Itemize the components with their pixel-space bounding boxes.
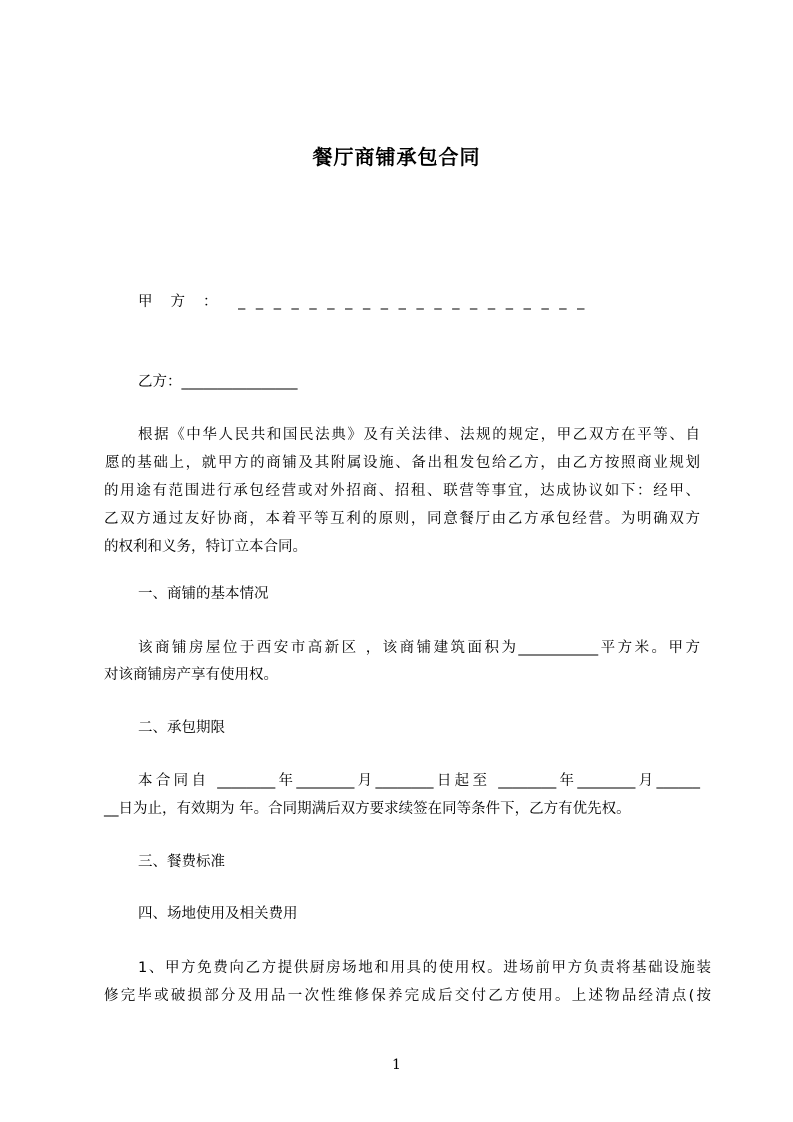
section-2-heading: 二、承包期限 — [138, 720, 225, 736]
section-1-line-1: 该商铺房屋位于西安市高新区 ，该商铺建筑面积为___________平方米。甲方 — [138, 640, 700, 656]
section-4-line-2: 修完毕或破损部分及用品一次性维修保养完成后交付乙方使用。上述物品经清点(按 — [104, 988, 711, 1004]
section-3-heading: 三、餐费标准 — [138, 854, 225, 870]
intro-line-1: 根据《中华人民共和国民法典》及有关法律、法规的规定，甲乙双方在平等、自 — [138, 427, 700, 443]
section-2-line-2: __日为止，有效期为 年。合同期满后双方要求续签在同等条件下，乙方有优先权。 — [104, 801, 631, 817]
document-title: 餐厅商铺承包合同 — [312, 145, 481, 169]
intro-line-2: 愿的基础上，就甲方的商铺及其附属设施、备出租发包给乙方，由乙方按照商业规划 — [105, 455, 700, 471]
party-a-blank: ____________________ — [238, 294, 595, 310]
intro-line-4: 乙双方通过友好协商，本着平等互利的原则，同意餐厅由乙方承包经营。为明确双方 — [104, 511, 700, 527]
intro-line-3: 的用途有范围进行承包经营或对外招商、招租、联营等事宜，达成协议如下：经甲、 — [104, 483, 700, 499]
page-number: 1 — [392, 1057, 401, 1073]
section-2-line-1: 本合同自 ________年________月________日起至 ________年________月______ — [138, 773, 700, 789]
section-4-line-1: 1、甲方免费向乙方提供厨房场地和用具的使用权。进场前甲方负责将基础设施装 — [138, 960, 711, 976]
section-4-heading: 四、场地使用及相关费用 — [138, 906, 298, 922]
party-a-line — [138, 291, 703, 313]
intro-line-5: 的权利和义务，特订立本合同。 — [104, 539, 307, 555]
section-1-line-2: 对该商铺房产享有使用权。 — [104, 667, 278, 683]
section-1-heading: 一、商铺的基本情况 — [138, 586, 269, 602]
party-b-line: 乙方：________________ — [138, 374, 298, 390]
party-a-label: 甲方： — [138, 294, 236, 310]
